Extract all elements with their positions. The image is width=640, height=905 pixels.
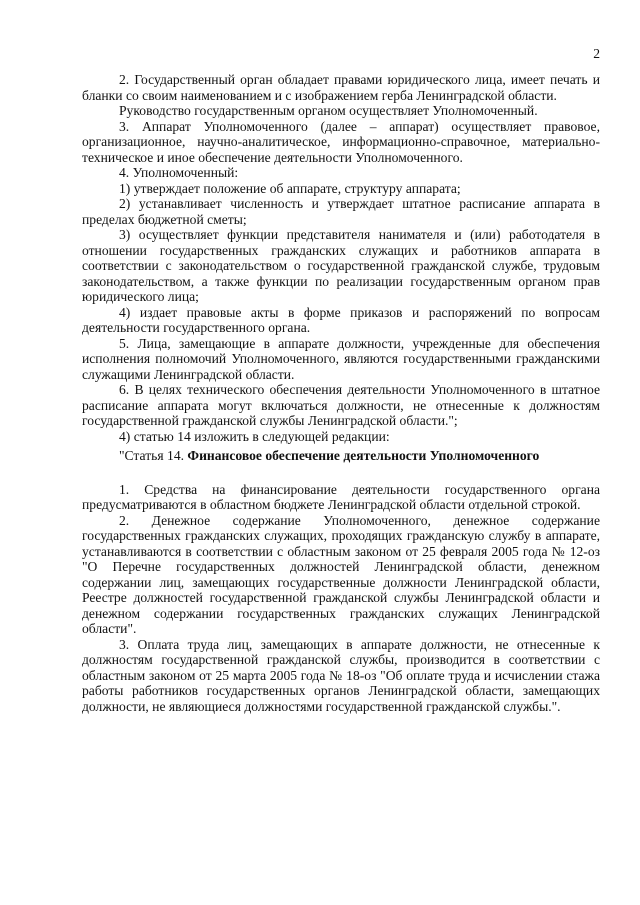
paragraph-legal-entity: 2. Государственный орган обладает правами юридического лица, имеет печать и бланки со своим наименованием и с изображением герба Ленинградской области. <box>82 72 600 103</box>
paragraph-technical-staff: 6. В целях технического обеспечения деятельности Уполномоченного в штатное расписание аппарата могут включаться должности, не отнесенные к должностям государственной гражданской службы Ленинградской области."; <box>82 382 600 428</box>
paragraph-power-1: 1) утверждает положение об аппарате, структуру аппарата; <box>119 180 461 196</box>
article-paragraph-1: 1. Средства на финансирование деятельности государственного органа предусматриваются в областном бюджете Ленинградской области отдельной строкой. <box>82 481 600 512</box>
paragraph-power-4: 4) издает правовые акты в форме приказов и распоряжений по вопросам деятельности государственного органа. <box>82 304 600 335</box>
paragraph-ombudsman-powers: 4. Уполномоченный: <box>119 165 239 180</box>
paragraph-civil-servants: 5. Лица, замещающие в аппарате должности, учрежденные для обеспечения исполнения полномочий Уполномоченного, являются государственными гражданскими служащими Ленинградской области. <box>82 335 600 382</box>
paragraph-power-2: 2) устанавливает численность и утверждает штатное расписание аппарата в пределах бюджетной сметы; <box>82 196 600 227</box>
article-paragraph-2: 2. Денежное содержание Уполномоченного, денежное содержание государственных гражданских служащих, проходящих гражданскую службу в аппарате, устанавливаются в соответствии с областным законом от 25 февраля 2005 года № 12-оз "О Перечне государственных должностей Ленинградской области, денежном содержании лиц, замещающих государственные должности Ленинградской области, Реестре должностей государственной гражданской службы Ленинградской области и денежном содержании государственных гражданских служащих Ленинградской области". <box>82 512 600 636</box>
page-number: 2 <box>593 46 600 61</box>
paragraph-amendment: 4) статью 14 изложить в следующей редакции: <box>119 428 390 444</box>
article-paragraph-3: 3. Оплата труда лиц, замещающих в аппарате должности, не отнесенные к должностям государственной гражданской службы, производится в соответствии с областным законом от 25 марта 2005 года № 18-оз "Об оплате труда и исчислении стажа работы работников государственных органов Ленинградской области, замещающих должности, не являющиеся должностями государственной гражданской службы.". <box>82 636 600 714</box>
paragraph-apparatus: 3. Аппарат Уполномоченного (далее – аппарат) осуществляет правовое, организационное, научно-аналитическое, информационно-справочное, материально-техническое и иное обеспечение деятельности Уполномоченного. <box>82 118 600 165</box>
article-heading-title: Финансовое обеспечение деятельности Уполномоченного <box>187 448 540 463</box>
paragraph-power-3: 3) осуществляет функции представителя нанимателя и (или) работодателя в отношении государственных гражданских служащих и работников аппарата в соответствии с законодательством о государственной гражданской службе, трудовым законодательством, а также функции по реализации государственным органом прав юридического лица; <box>82 227 600 304</box>
article-heading-prefix: "Статья 14. <box>119 448 188 463</box>
article-heading <box>82 448 600 464</box>
paragraph-management: Руководство государственным органом осуществляет Уполномоченный. <box>119 103 538 118</box>
